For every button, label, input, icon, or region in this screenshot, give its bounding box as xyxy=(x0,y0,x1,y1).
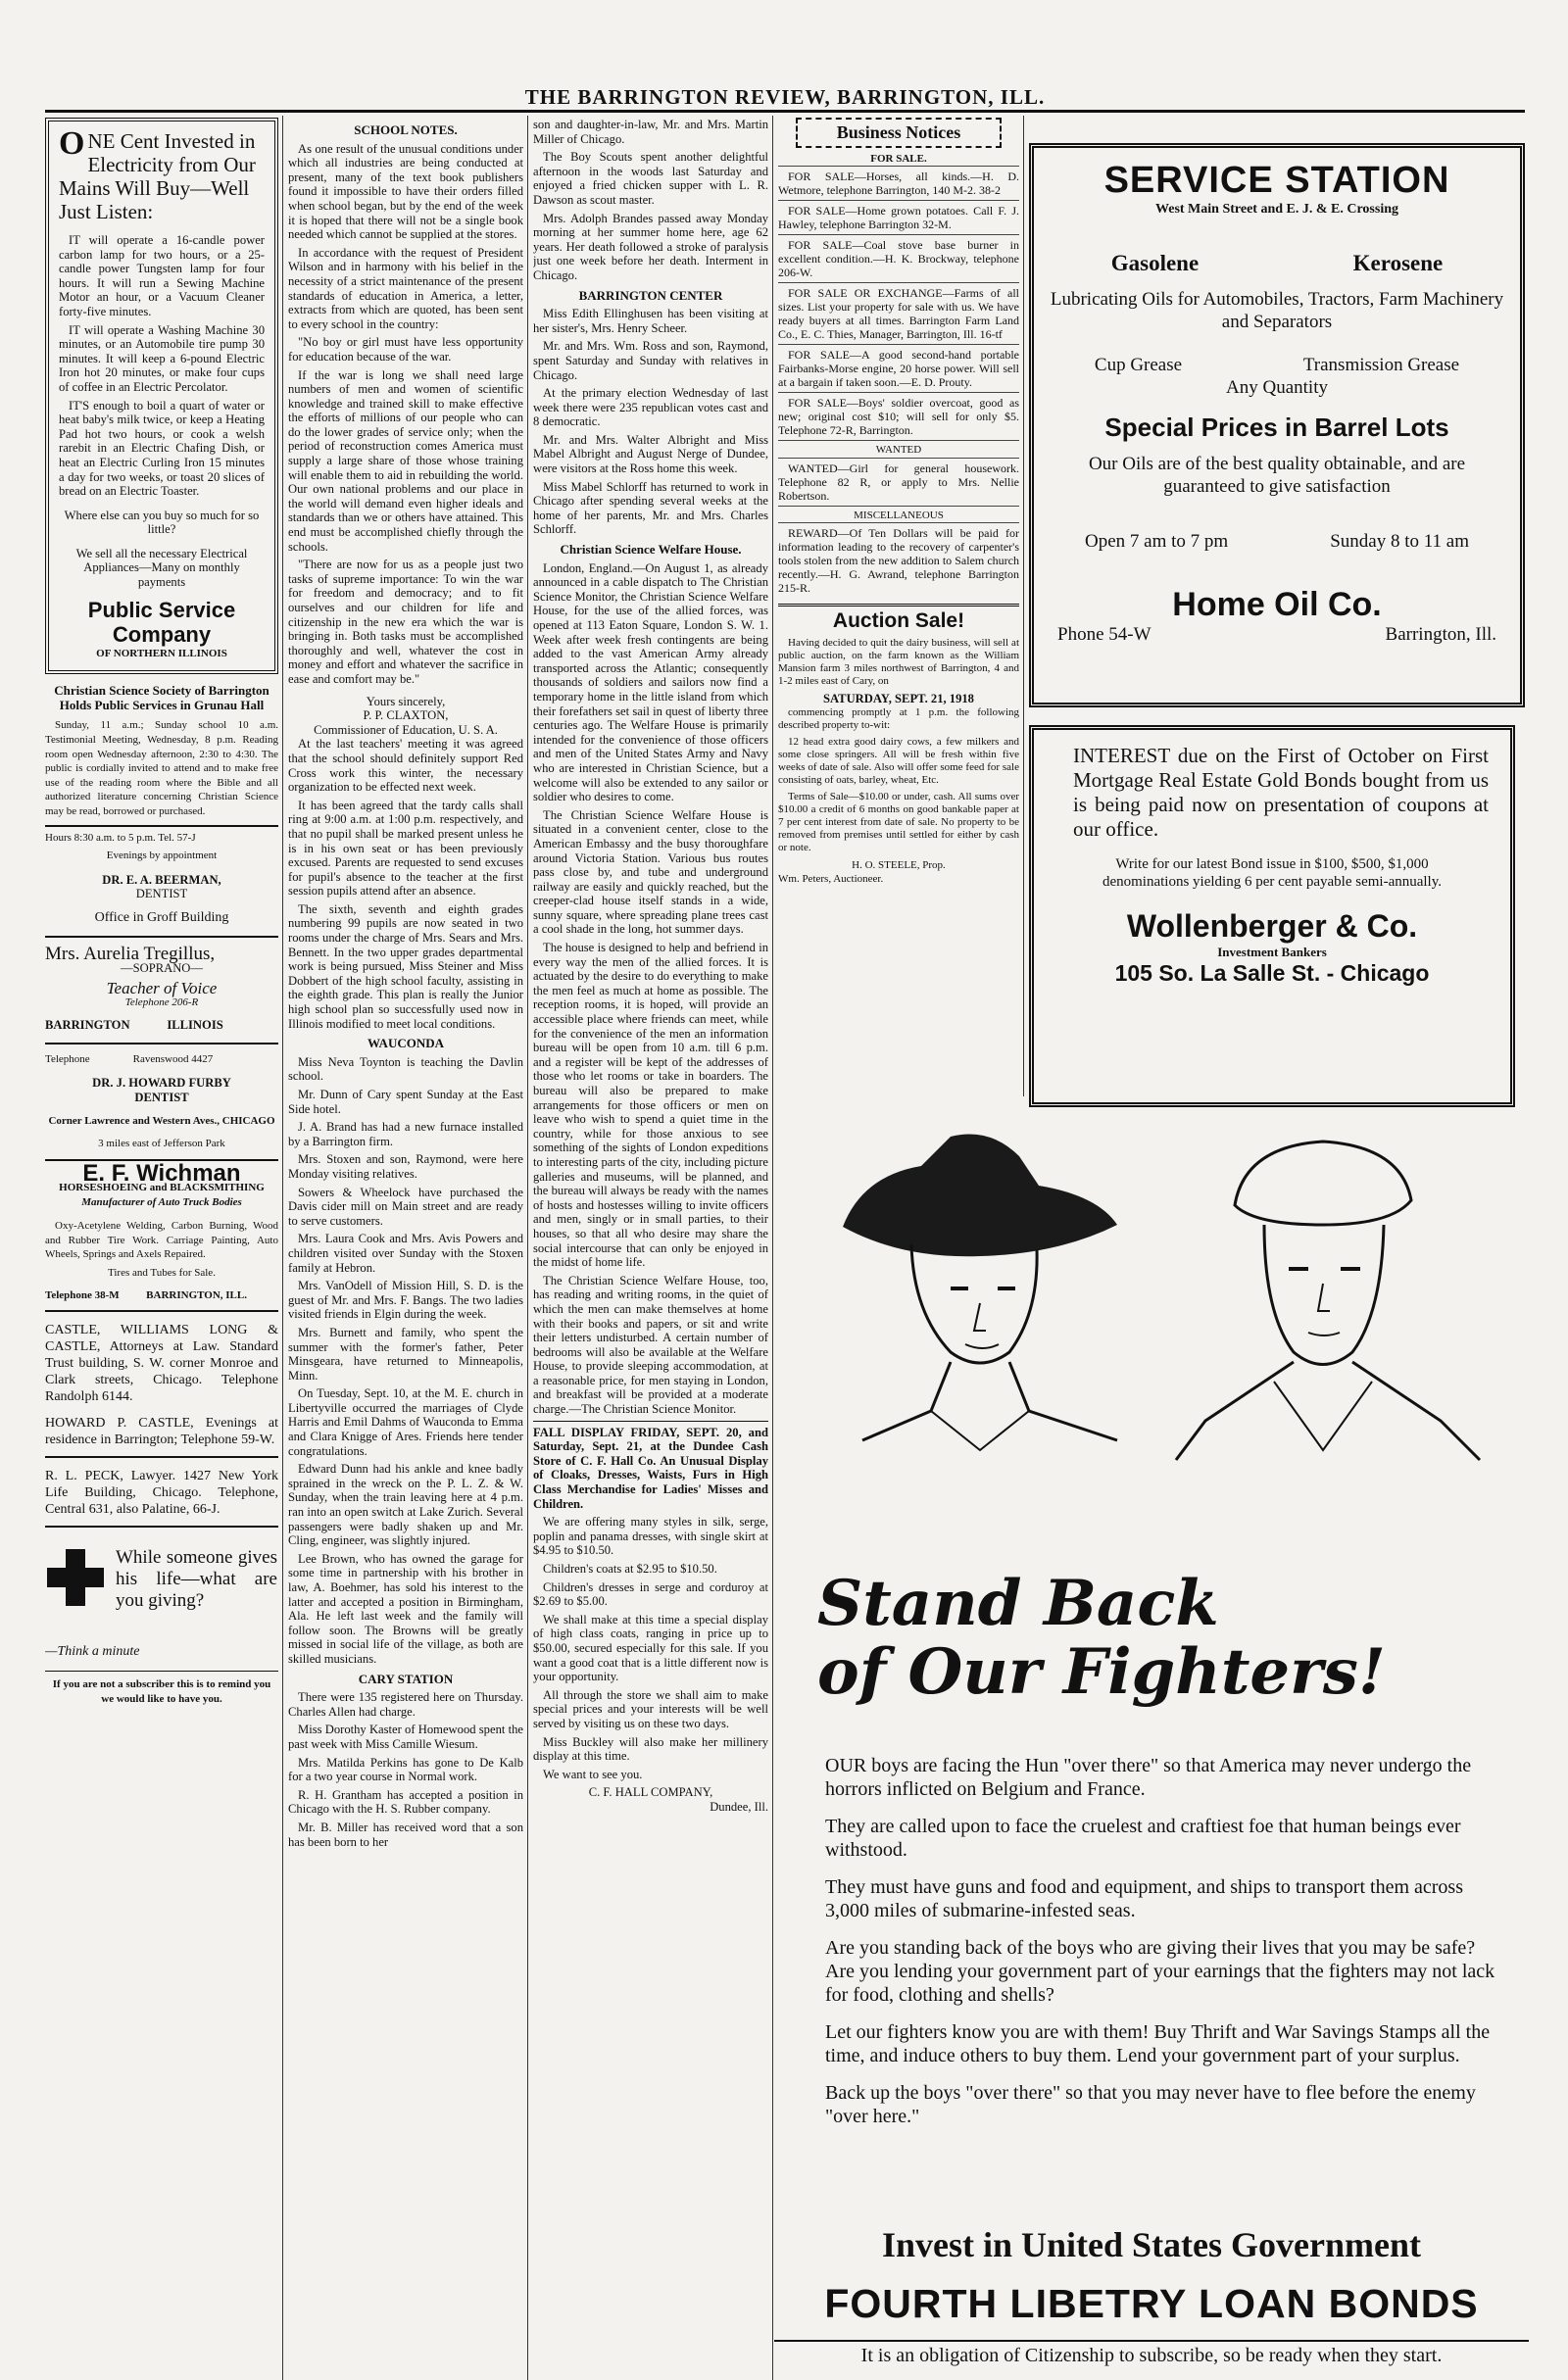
cary-item: R. H. Grantham has accepted a position in Chicago with the H. S. Rubber company. xyxy=(288,1787,523,1817)
barrington-center-heading: BARRINGTON CENTER xyxy=(578,287,723,303)
wollenberger-address: 105 So. La Salle St. - Chicago xyxy=(1114,960,1430,986)
tregillus-role: —SOPRANO— xyxy=(121,961,203,976)
classified-ad: FOR SALE—Coal stove base burner in excellent condition.—H. K. Brockway, telephone 206-W. xyxy=(778,234,1019,282)
weekday-hours: Open 7 am to 7 pm xyxy=(1085,531,1229,552)
cary-item: Mrs. Matilda Perkins has gone to De Kalb for a two year course in Normal work. xyxy=(288,1755,523,1784)
signature-line-1: Yours sincerely, xyxy=(366,694,446,708)
column-3 xyxy=(533,118,768,2371)
wauconda-item: Mrs. VanOdell of Mission Hill, S. D. is the guest of Mr. and Mrs. F. Bangs. The two ladies visited friends in Elgin during the week. xyxy=(288,1279,523,1322)
think-text: While someone gives his life—what are you giving? xyxy=(116,1547,277,1612)
home-oil-company: Home Oil Co. xyxy=(1172,586,1382,623)
column-1 xyxy=(45,118,278,2371)
barrington-center-item: Mr. and Mrs. Wm. Ross and son, Raymond, spent Saturday and Sunday with relatives in Chicago. xyxy=(533,339,768,382)
column-rule xyxy=(527,116,528,2380)
welfare-house-p2: The Christian Science Welfare House is situated in a convenient center, close to the American Embassy and the busy thoroughfare around Victoria Station. Various bus routes pass close by, and tube and underground railway are easily and quickly reached, but the creeper-clad house itself stands in a wide, sunny square, where spreading plane trees cast a cool shade in the long, hot summer days. xyxy=(533,807,768,937)
wichman-sub2: Manufacturer of Auto Truck Bodies xyxy=(81,1195,242,1208)
school-notes-p7: It has been agreed that the tardy calls shall ring at 9:00 a.m. at 1:00 p.m. respectively, and that no pupil shall be marked present unless he is in his own seat or has been previously excused. Parents are requested to send excuses for pupil's absence to the teacher at the first session pupils attend after an absence. xyxy=(288,798,523,899)
electricity-ad-p3: IT'S enough to boil a quart of water or heat baby's milk twice, or keep a Heating Pad hot two hours, or cook a welsh rarebit in an Electric Chafing Dish, or heat an Electric Curling Iron 15 minutes a day for two weeks, or toast 20 slices of bread on an Electric Toaster. xyxy=(59,398,265,499)
welfare-house-p1: London, England.—On August 1, as already announced in a cable dispatch to The Christian Science Monitor, the Christian Science Welfare House, for the use of the allied forces, was opened at 113 Eaton Square, London S. W. 1. Week after week fresh contingents are being added to the vast American Army already transported across the Atlantic; consequently thousands of soldiers and sailors now find a temporary home in the little island from which their forefathers set sail in quest of liberty three centuries ago. The Welfare House is primarily intended for the convenience of those officers and men of the United States Army and Navy who are interested in Christian Science, but a welcome will also be extended to any sailor or soldier who desires to come. xyxy=(533,560,768,804)
cary-station-heading: CARY STATION xyxy=(358,1671,454,1686)
special-prices: Special Prices in Barrel Lots xyxy=(1104,413,1449,442)
electricity-ad-headline: ONE Cent Invested in Electricity from Our Mains Will Buy—Well Just Listen: xyxy=(59,125,256,223)
quantity-line: Any Quantity xyxy=(1226,377,1328,398)
christian-science-heading: Christian Science Society of Barrington Holds Public Services in Grunau Hall xyxy=(54,683,270,712)
howard-castle-notice: HOWARD P. CASTLE, Evenings at residence in Barrington; Telephone 59-W. xyxy=(45,1416,278,1448)
cup-grease-label: Cup Grease xyxy=(1094,355,1183,375)
think-a-minute xyxy=(45,1547,278,1665)
divider xyxy=(45,936,278,938)
wauconda-item: On Tuesday, Sept. 10, at the M. E. church in Libertyville occurred the marriages of Clyde Harris and Emil Dahms of Wauconda to Emma and Clara Knigge of Ares. Friends here tender congratulations. xyxy=(288,1386,523,1458)
liberty-loan-ad xyxy=(774,1117,1529,2380)
school-notes-p3: "No boy or girl must have less opportunity for education because of the war. xyxy=(288,335,523,364)
divider xyxy=(45,1671,278,1672)
tregillus-city: BARRINGTON ILLINOIS xyxy=(45,1017,223,1032)
fall-display-heading: FALL DISPLAY FRIDAY, SEPT. 20, and Saturday, Sept. 21, at the Dundee Cash Store of C. F. Hall Co. An Unusual Display of Cloaks, Dresses, Waists, Furs in High Class Merchandise for Ladies' Misses and Children. xyxy=(533,1425,768,1511)
school-notes-p5: "There are now for us as a people just two tasks of supreme importance: To win the war for freedom and democracy; and to fit ourselves and our children for life and citizenship in the new era which the war is bringing in. Both tasks must be accomplished thoroughly and well, whatever the cost in money and effort and whatever the sacrifice in ease and comfort may be." xyxy=(288,558,523,686)
barrington-center-item: Mr. and Mrs. Walter Albright and Miss Mabel Albright and August Nerge of Dundee, were visitors at the Ross home this week. xyxy=(533,432,768,476)
citizenship-obligation: It is an obligation of Citizenship to subscribe, so be ready when they start. xyxy=(774,2340,1529,2367)
tregillus-teacher: Teacher of Voice xyxy=(106,978,218,997)
beerman-office: Office in Groff Building xyxy=(94,909,229,925)
hours-row xyxy=(1034,531,1520,553)
kerosene-label: Kerosene xyxy=(1352,251,1444,275)
wichman-sub: HORSESHOEING and BLACKSMITHING xyxy=(59,1182,265,1194)
wauconda-heading: WAUCONDA xyxy=(368,1036,444,1051)
wauconda-item: Edward Dunn had his ankle and knee badly sprained in the wreck on the P. L. Z. & W. Sunday, when the train leaving here at 4 p.m. ran into an open switch at Lake Zurich. Several passengers were badly shaken up and Mr. Cling, engineer, was slightly injured. xyxy=(288,1462,523,1548)
classified-ad: FOR SALE—Horses, all kinds.—H. D. Wetmore, telephone Barrington, 140 M-2. 38-2 xyxy=(778,166,1019,200)
wollenberger-ad xyxy=(1029,725,1515,1107)
beerman-evenings: Evenings by appointment xyxy=(106,850,218,862)
divider xyxy=(45,1310,278,1312)
furby-note: 3 miles east of Jefferson Park xyxy=(98,1137,225,1149)
classified-ad: FOR SALE—Boys' soldier overcoat, good as new; original cost $10; will sell for only $5. Telephone 72-R, Barrington. xyxy=(778,392,1019,440)
electricity-ad-question: Where else can you buy so much for so little? xyxy=(64,508,260,537)
school-notes-p1: As one result of the unusual conditions under which all industries are being conducted at present, many of the text book publishers found it impossible to have their orders filled when school began, but by the end of the week it is hoped that there will not be a single book needed which cannot be supplied at the stores. xyxy=(288,141,523,242)
furby-address: Corner Lawrence and Western Aves., CHICAGO xyxy=(48,1115,275,1128)
divider xyxy=(533,1421,768,1422)
peck-notice: R. L. PECK, Lawyer. 1427 New York Life Building, Chicago. Telephone, Central 631, also Palatine, 66-J. xyxy=(45,1469,278,1518)
column-rule xyxy=(772,116,773,2380)
wollenberger-name: Wollenberger & Co. xyxy=(1126,908,1418,944)
invest-headline: Invest in United States Government xyxy=(882,2225,1421,2264)
oils-line: Lubricating Oils for Automobiles, Tractors, Farm Machinery and Separators xyxy=(1050,289,1504,332)
fall-display-item: Children's coats at $2.95 to $10.50. xyxy=(543,1562,717,1576)
cary-item: Miss Dorothy Kaster of Homewood spent the past week with Miss Camille Wiesum. xyxy=(288,1723,523,1751)
wichman-tires: Tires and Tubes for Sale. xyxy=(108,1267,216,1280)
fall-display-item: All through the store we shall aim to make special prices and your interests will be well served by visiting us on these two days. xyxy=(533,1687,768,1730)
headline-line-2: of Our Fighters! xyxy=(817,1635,1386,1709)
fall-display-item: We want to see you. xyxy=(543,1767,643,1781)
quality-line: Our Oils are of the best quality obtainable, and are guaranteed to give satisfaction xyxy=(1088,454,1466,497)
fighters-p2: They are called upon to face the cruelest and craftiest foe that human beings ever withstood. xyxy=(825,1816,1461,1861)
liberty-loan-bonds: FOURTH LIBETRY LOAN BONDS xyxy=(824,2281,1479,2326)
fall-display-item: We shall make at this time a special display of high class coats, ranging in price up to $50.00, secured especially for this sale. If you want a good coat that is a little different now is your opportunity. xyxy=(533,1612,768,1684)
fall-display-item: Children's dresses in serge and corduroy at $2.69 to $5.00. xyxy=(533,1579,768,1609)
cary-item: The Boy Scouts spent another delightful afternoon in the woods last Saturday and enjoyed a fried chicken supper with L. R. Dawson as scout master. xyxy=(533,150,768,207)
wichman-telephone: Telephone 38-M BARRINGTON, ILL. xyxy=(45,1288,247,1301)
sunday-hours: Sunday 8 to 11 am xyxy=(1330,531,1469,552)
classified-ad: REWARD—Of Ten Dollars will be paid for information leading to the recovery of carpenter's tools stolen from the new addition to Salem church recently.—H. G. Awrand, telephone Barrington 215-R. xyxy=(778,522,1019,598)
classified-ad: FOR SALE—Home grown potatoes. Call F. J. Hawley, telephone Barrington 32-M. xyxy=(778,200,1019,234)
sailor-illustration xyxy=(1166,1127,1490,1480)
phone-row xyxy=(1034,624,1520,646)
auction-auctioneer: Wm. Peters, Auctioneer. xyxy=(778,873,884,886)
beerman-title: DENTIST xyxy=(135,887,188,901)
fighters-p3: They must have guns and food and equipment, and ships to transport them across 3,000 miles of submarine-infested seas. xyxy=(825,1876,1463,1921)
service-station-address: West Main Street and E. J. & E. Crossing xyxy=(1155,202,1398,217)
hall-company-city: Dundee, Ill. xyxy=(710,1799,768,1814)
barrington-center-item: At the primary election Wednesday of last week there were 235 republican votes cast and 8 democratic. xyxy=(533,386,768,429)
subscriber-note: If you are not a subscriber this is to remind you we would like to have you. xyxy=(52,1678,271,1705)
column-rule xyxy=(282,116,283,2380)
divider xyxy=(45,1043,278,1044)
grease-row xyxy=(1034,355,1520,376)
fighters-p1: OUR boys are facing the Hun "over there" so that America may never undergo the horrors inflicted on Belgium and France. xyxy=(825,1755,1472,1800)
headline-line-1: Stand Back xyxy=(817,1567,1219,1640)
for-sale-heading: FOR SALE. xyxy=(870,152,927,165)
electricity-ad-sell: We sell all the necessary Electrical Appliances—Many on monthly payments xyxy=(75,546,248,590)
school-notes-p2: In accordance with the request of President Wilson and in harmony with his belief in the necessity of a strict maintenance of the present standards of education in America, a letter, extracts from which are quoted, has been sent to every school in the country: xyxy=(288,245,523,331)
auction-p1: Having decided to quit the dairy business, will sell at public auction, on the farm known as the William Mansion farm 3 miles northwest of Barrington, 4 and 1-2 miles east of Cary, on xyxy=(778,636,1019,687)
auction-terms: Terms of Sale—$10.00 or under, cash. All sums over $10.00 a credit of 6 months on good bankable paper at 7 per cent interest from date of sale. No property to be removed from premises until settled for either by cash or note. xyxy=(778,790,1019,853)
wanted-heading: WANTED xyxy=(778,440,1019,458)
electricity-ad xyxy=(45,118,278,674)
wauconda-item: Sowers & Wheelock have purchased the Davis cider mill on Main street and are ready to serve customers. xyxy=(288,1185,523,1228)
masthead: THE BARRINGTON REVIEW, BARRINGTON, ILL. xyxy=(45,86,1525,113)
fighters-body xyxy=(825,1754,1501,2142)
tregillus-phone: Telephone 206-R xyxy=(124,996,199,1009)
school-notes-p6: At the last teachers' meeting it was agreed that the school should definitely support Red Cross work this winter, the necessary organization to be effected next week. xyxy=(288,737,523,795)
transmission-grease-label: Transmission Grease xyxy=(1302,355,1460,375)
public-service-sub: OF NORTHERN ILLINOIS xyxy=(96,647,227,659)
school-notes-heading: SCHOOL NOTES. xyxy=(354,122,458,137)
beerman-name: DR. E. A. BEERMAN, xyxy=(102,872,221,887)
classified-ad: FOR SALE OR EXCHANGE—Farms of all sizes. List your property for sale with us. We have ready buyers at all times. Barrington Farm Land Co., E. C. Thies, Manager, Barrington, Ill. 16-tf xyxy=(778,282,1019,344)
divider xyxy=(778,604,1019,607)
wauconda-item: Mrs. Burnett and family, who spent the summer with the former's father, Peter Minsgeara, have returned to Minneapolis, Minn. xyxy=(288,1325,523,1383)
public-service-company: Public Service Company xyxy=(87,597,236,647)
bond-issue-note: Write for our latest Bond issue in $100, $500, $1,000 denominations yielding 6 per cent payable semi-annually. xyxy=(1102,856,1442,890)
wauconda-item: Lee Brown, who has owned the garage for some time in partnership with his brother in law, A. Boehmer, has sold his interest to the latter and accepted a position in Birmingham, Ala. He left last week and the family will follow soon. The Browns will be greatly missed in social life of the village, as both are skilled musicians. xyxy=(288,1551,523,1666)
phone-number: Phone 54-W xyxy=(1057,624,1152,645)
service-station-ad xyxy=(1029,143,1525,707)
castle-notice: CASTLE, WILLIAMS LONG & CASTLE, Attorneys at Law. Standard Trust building, S. W. corner Monroe and Clark streets, Chicago. Telephone Randolph 6144. xyxy=(45,1323,278,1405)
school-notes-p4: If the war is long we shall need large numbers of men and women of scientific knowledge and trained skill to make effective the efforts of millions of our people who can do the lower grades of service only; when the period of reconstruction comes America must supply a large share of those whose training will enable them to aid in rebuilding the world. Our own national problems and our place in the world will demand even higher ideals and standards than we or others have attained. This end must be accomplished chiefly through the schools. xyxy=(288,367,523,554)
auction-date: SATURDAY, SEPT. 21, 1918 xyxy=(823,691,974,705)
hall-company-signature: C. F. HALL COMPANY, xyxy=(588,1785,713,1800)
fall-display-item: We are offering many styles in silk, serge, poplin and panama dresses, with single skirt at $4.95 to $10.50. xyxy=(533,1515,768,1558)
cary-item: Mr. B. Miller has received word that a son has been born to her xyxy=(288,1820,523,1849)
fighters-p6: Back up the boys "over there" so that you may never have to flee before the enemy "over here." xyxy=(825,2082,1476,2127)
divider xyxy=(45,1456,278,1458)
christian-science-body: Sunday, 11 a.m.; Sunday school 10 a.m. Testimonial Meeting, Wednesday, 8 p.m. Reading room open Wednesday afternoon, 2:30 to 4:30. The public is cordially invited to attend and to make free use of the reading room where the Bible and all authorized literature concerning Christian Science may be read, borrowed or purchased. xyxy=(45,719,278,817)
gasolene-label: Gasolene xyxy=(1110,251,1200,275)
auction-p2: commencing promptly at 1 p.m. the following described property to-wit: xyxy=(778,705,1019,731)
wichman-body: Oxy-Acetylene Welding, Carbon Burning, Wood and Rubber Tire Work. Carriage Painting, Auto Wheels, Springs and Axels Repaired. xyxy=(45,1220,278,1261)
column-2 xyxy=(288,118,523,2371)
fighters-p4: Are you standing back of the boys who are giving their lives that you may be safe? Are you lending your government part of your earnings that the fighters may not lack for food, clothing and shells? xyxy=(825,1937,1495,2006)
divider xyxy=(45,1526,278,1528)
auction-sale-title: Auction Sale! xyxy=(832,609,965,633)
fall-display-item: Miss Buckley will also make her millinery display at this time. xyxy=(533,1734,768,1764)
wauconda-item: Mrs. Stoxen and son, Raymond, were here Monday visiting relatives. xyxy=(288,1152,523,1181)
investment-bankers-label: Investment Bankers xyxy=(1217,945,1327,959)
auction-proprietor: H. O. STEELE, Prop. xyxy=(852,858,946,871)
wauconda-item: Mrs. Laura Cook and Mrs. Avis Powers and children visited over Sunday with the Stoxen family at Hebron. xyxy=(288,1232,523,1275)
auction-p3: 12 head extra good dairy cows, a few milkers and some close springers. All will be fresh within five weeks of date of sale. Also will offer some feed for sale consisting of oats, barley, wheat, Etc. xyxy=(778,735,1019,786)
cary-item: There were 135 registered here on Thursday. Charles Allen had charge. xyxy=(288,1690,523,1719)
service-station-title: SERVICE STATION xyxy=(1103,160,1450,201)
fighters-headline xyxy=(817,1567,1386,1709)
red-cross-icon xyxy=(45,1547,106,1608)
fighters-p5: Let our fighters know you are with them! Buy Thrift and War Savings Stamps all the time, and induce others to buy them. Lend your government part of your surplus. xyxy=(825,2021,1491,2066)
think-signature: —Think a minute xyxy=(45,1644,140,1660)
barrington-center-item: Miss Mabel Schlorff has returned to work in Chicago after spending several weeks at the home of her parents, Mr. and Mrs. Charles Schlorff. xyxy=(533,479,768,537)
column-4 xyxy=(778,118,1019,1107)
classified-ad: WANTED—Girl for general housework. Telephone 82 R, or apply to Mrs. Nellie Robertson. xyxy=(778,458,1019,506)
wauconda-item: Miss Neva Toynton is teaching the Davlin school. xyxy=(288,1054,523,1084)
wichman-name: E. F. Wichman xyxy=(82,1159,241,1187)
cary-continued: son and daughter-in-law, Mr. and Mrs. Martin Miller of Chicago. xyxy=(533,118,768,146)
welfare-house-heading: Christian Science Welfare House. xyxy=(560,542,742,558)
electricity-ad-p2: IT will operate a Washing Machine 30 minutes, or an Automobile tire pump 30 minutes. It will keep a 6-pound Electric Iron hot 20 minutes, or make four cups of coffee in an Electric Percolator. xyxy=(59,322,265,394)
business-notices-title: Business Notices xyxy=(796,118,1002,148)
soldier-illustration xyxy=(804,1117,1137,1480)
signature-line-3: Commissioner of Education, U. S. A. xyxy=(314,722,498,737)
furby-title: DENTIST xyxy=(134,1090,189,1104)
furby-telephone: Telephone Ravenswood 4427 xyxy=(45,1052,214,1065)
wauconda-item: J. A. Brand has had a new furnace installed by a Barrington firm. xyxy=(288,1120,523,1148)
classified-ad: FOR SALE—A good second-hand portable Fairbanks-Morse engine, 20 horse power. Will sell at a bargain if taken soon.—E. D. Prouty. xyxy=(778,344,1019,392)
barrington-center-item: Miss Edith Ellinghusen has been visiting at her sister's, Mrs. Henry Scheer. xyxy=(533,307,768,335)
wauconda-item: Mr. Dunn of Cary spent Sunday at the East Side hotel. xyxy=(288,1088,523,1116)
cary-item: Mrs. Adolph Brandes passed away Monday morning at her summer home here, age 62 years. Her death followed a stroke of paralysis just one week before her death. Interment in Chicago. xyxy=(533,211,768,282)
interest-notice: INTEREST due on the First of October on First Mortgage Real Estate Gold Bonds bought from us is being paid now on presentation of coupons at our office. xyxy=(1073,744,1489,841)
city-label: Barrington, Ill. xyxy=(1385,624,1496,645)
column-rule xyxy=(1023,116,1024,1096)
beerman-hours: Hours 8:30 a.m. to 5 p.m. Tel. 57-J xyxy=(45,831,196,844)
furby-name: DR. J. HOWARD FURBY xyxy=(92,1076,231,1091)
welfare-house-p3: The house is designed to help and befriend in every way the men of the allied forces. It is actuated by the desire to do everything to make the men feel as much at home as possible. The reception rooms, it is hoped, will provide an accessible place where friends can meet, while for the convenience of the men an information bureau will be open from 10 a.m. till 6 p.m. and a register will be kept of the addresses of those who let rooms or take in boarders. The bureau will also be prepared to make arrangements for those officers or men on leave who wish to spend a quiet time in the country, while for those anxious to see something of the sights of London expeditions to interesting parts of the city, including picture galleries and museums, will be planned, and the bureau will always be ready with the names of hosts and hostesses willing to invite officers and men, singly or in small parties, to their houses, so that all who desire may share the social intercourse that can only be enjoyed in the midst of home life. xyxy=(533,941,768,1270)
electricity-ad-p1: IT will operate a 16-candle power carbon lamp for two hours, or a 25-candle power Tungsten lamp for four hours. It will run a Sewing Machine Motor an hour, or a Vacuum Cleaner forty-five minutes. xyxy=(59,233,265,318)
welfare-house-p4: The Christian Science Welfare House, too, has reading and writing rooms, in the quiet of which the men can make themselves at home with their books and papers, or sit and write their letters undisturbed. A certain number of bedrooms will also be available at the Welfare House, to provide sleeping accommodation, at a reasonable price, for men staying in London, and breakfast will be provided at a moderate charge.—The Christian Science Monitor. xyxy=(533,1273,768,1417)
signature-line-2: P. P. CLAXTON, xyxy=(363,708,449,723)
miscellaneous-heading: MISCELLANEOUS xyxy=(778,506,1019,523)
school-notes-p8: The sixth, seventh and eighth grades numbering 99 pupils are now seated in two rooms under the charge of Mrs. Sears and Mrs. Bennett. In the two upper grades departmental work is being pursued, Miss Steiner and Miss Dobbert of the high school faculty, assisting in the eighth grade. This plan is really the Junior high school plan so successfully used now in Illinois modified to meet local conditions. xyxy=(288,901,523,1031)
fuel-row xyxy=(1034,251,1520,276)
tregillus-name: Mrs. Aurelia Tregillus, xyxy=(45,943,216,964)
